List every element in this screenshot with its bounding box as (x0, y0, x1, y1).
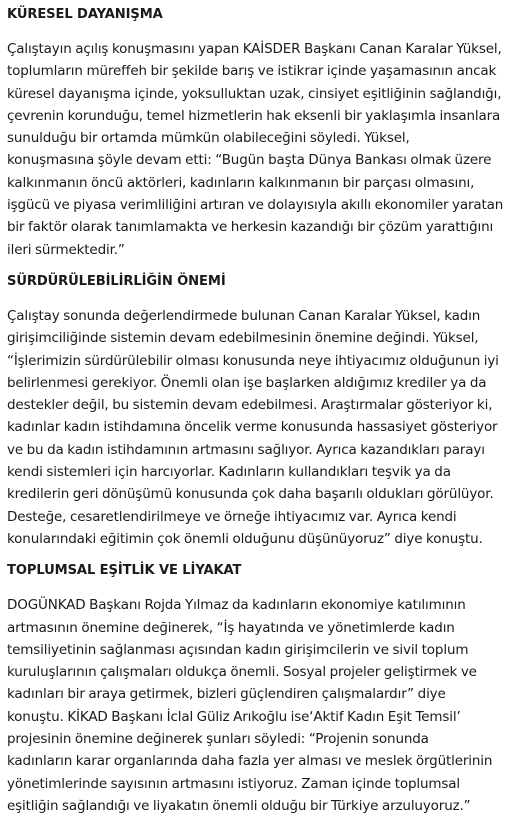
paragraph-line: sunulduğu bir ortamda mümkün olabileceğini söyledi. Yüksel, (7, 130, 410, 147)
paragraph-line: çevrenin korunduğu, temel hizmetlerin hak eksenli bir yaklaşımla insanlara (7, 107, 501, 124)
paragraph-line: temsiliyetinin sağlanması açısından kadın girişimcilerin ve sivil toplum (7, 641, 469, 658)
paragraph-line: girişimciliğinde sistemin devam edebilmesinin önemine değindi. Yüksel, (7, 330, 479, 347)
paragraph-line: “İşlerimizin sürdürülebilir olması konusunda neye ihtiyacımız olduğunun iyi (7, 352, 499, 369)
paragraph-kuresel-dayanisma (7, 38, 513, 261)
paragraph-line: yönetimlerinde sayısının artmasını istiyoruz. Zaman içinde toplumsal (7, 775, 461, 792)
paragraph-line: DOGÜNKAD Başkanı Rojda Yılmaz da kadınların ekonomiye katılımının (7, 597, 466, 614)
paragraph-line: ve bu da kadın istihdamının artmasını sağlıyor. Ayrıca kazandıkları parayı (7, 441, 485, 458)
paragraph-line: Desteğe, cesaretlendirilmeye ve örneğe ihtiyacımız var. Ayrıca kendi (7, 508, 457, 525)
paragraph-toplumsal-esitlik (7, 594, 513, 817)
paragraph-line: eşitliğin sağlandığı ve liyakatın önemli olduğu bir Türkiye arzuluyoruz.” (7, 797, 471, 814)
section-heading-surdurulebilirligin-onemi: SÜRDÜRÜLEBİLİRLİĞİN ÖNEMİ (7, 273, 226, 289)
paragraph-line: konularındaki eğitimin çok önemli olduğunu düşünüyoruz” diye konuştu. (7, 530, 483, 547)
paragraph-line: küresel dayanışma içinde, yoksulluktan uzak, cinsiyet eşitliğinin sağlandığı, (7, 85, 502, 102)
paragraph-line: toplumların müreffeh bir şekilde barış ve istikrar içinde yaşamasının ancak (7, 63, 497, 80)
paragraph-line: kendi sistemleri için harcıyorlar. Kadınların kullandıkları teşvik ya da (7, 464, 451, 481)
paragraph-line: kadınlar kadın istihdamına öncelik verme konusunda hassasiyet gösteriyor (7, 419, 498, 436)
paragraph-line: kadınların karar organlarında daha fazla yer alması ve meslek örgütlerinin (7, 753, 493, 770)
section-heading-kuresel-dayanisma: KÜRESEL DAYANIŞMA (7, 7, 163, 22)
article-body (7, 6, 513, 829)
paragraph-line: projesinin önemine değinerek şunları söyledi: “Projenin sonunda (7, 731, 429, 748)
paragraph-line: ileri sürmektedir.” (7, 241, 125, 258)
paragraph-line: kadınları bir araya getirmek, bizleri güçlendiren çalışmalardır” diye (7, 686, 446, 703)
paragraph-line: Çalıştayın açılış konuşmasını yapan KAİSDER Başkanı Canan Karalar Yüksel, (7, 41, 502, 57)
paragraph-line: kuruluşlarının çalışmaları oldukça önemli. Sosyal projeler geliştirmek ve (7, 664, 477, 681)
paragraph-line: belirlenmesi gerekiyor. Önemli olan işe başlarken aldığımız krediler ya da (7, 374, 487, 391)
paragraph-line: Çalıştay sonunda değerlendirmede bulunan Canan Karalar Yüksel, kadın (7, 307, 481, 324)
section-heading-toplumsal-esitlik: TOPLUMSAL EŞİTLİK VE LİYAKAT (7, 563, 242, 579)
paragraph-surdurulebilirligin-onemi (7, 305, 513, 550)
paragraph-line: işgücü ve piyasa verimliliğini artıran ve dolayısıyla akıllı ekonomiler yaratan (7, 197, 504, 214)
paragraph-line: kredilerin geri dönüşümü konusunda çok daha başarılı oldukları görülüyor. (7, 486, 494, 503)
paragraph-line: artmasının önemine değinerek, “İş hayatında ve yönetimlerde kadın (7, 619, 455, 636)
paragraph-line: kalkınmanın öncü aktörleri, kadınların kalkınmanın bir parçası olmasını, (7, 174, 475, 191)
paragraph-line: konuşmasına şöyle devam etti: “Bugün başta Dünya Bankası olmak üzere (7, 152, 492, 169)
paragraph-line: bir faktör olarak tanımlamakta ve herkesin kazandığı bir çözüm yarattığını (7, 219, 494, 236)
paragraph-line: konuştu. KİKAD Başkanı İclal Güliz Arıkoğlu ise‘Aktif Kadın Eşit Temsil’ (7, 708, 461, 725)
paragraph-line: destekler değil, bu sistemin devam edebilmesi. Araştırmalar gösteriyor ki, (7, 397, 493, 414)
